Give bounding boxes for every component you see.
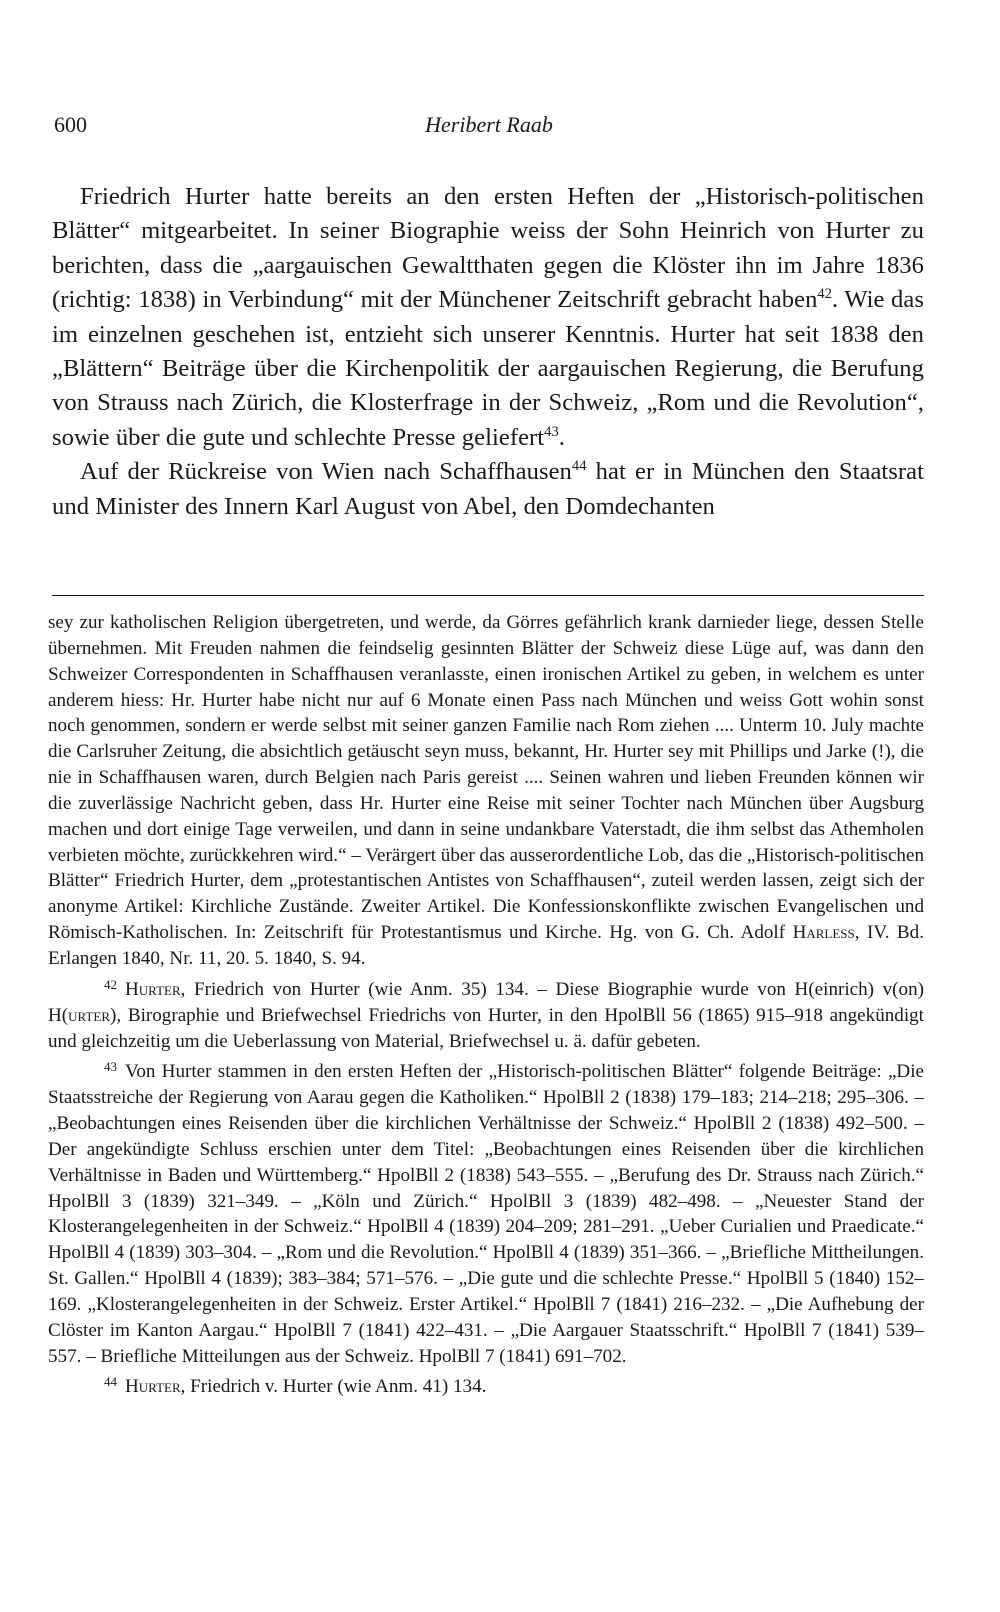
author-harless: Harless bbox=[792, 922, 855, 944]
footnote-42 bbox=[48, 972, 924, 1055]
footnote-44-number: 44 bbox=[104, 1374, 117, 1390]
paragraph-2-text-a: Auf der Rückreise von Wien nach Schaffhausen bbox=[80, 458, 572, 486]
footnote-separator bbox=[52, 595, 924, 596]
footnote-43-number: 43 bbox=[104, 1059, 117, 1075]
footnote-continued-text-b: , IV. Bd. Erlangen 1840, Nr. 11, 20. 5. 1840, S. 94. bbox=[48, 922, 924, 969]
footnote-continued bbox=[48, 610, 924, 972]
footnote-44-text: , Friedrich v. Hurter (wie Anm. 41) 134. bbox=[180, 1376, 487, 1398]
paragraph-1-text-b: . Wie das im einzelnen geschehen ist, entzieht sich unserer Kenntnis. Hurter hat seit 1838 den „Blättern“ Beiträge über die Kirchenpolitik der aargauischen Regierung, die Berufung von Strauss nach Zürich, die Klosterfrage in der Schweiz, „Rom und die Revolution“, sowie über die gute und schlechte Presse geliefert bbox=[52, 286, 924, 451]
paragraph-2-text-b: hat er in München den Staatsrat und Minister des Innern Karl August von Abel, den Domdechanten bbox=[52, 458, 925, 520]
page-header bbox=[54, 112, 924, 144]
main-text bbox=[52, 180, 924, 524]
footnote-ref-43: 43 bbox=[544, 423, 559, 440]
author-hurter: Hurter bbox=[125, 978, 181, 1000]
paragraph-2 bbox=[52, 455, 924, 524]
footnote-42-number: 42 bbox=[104, 976, 117, 992]
footnote-44 bbox=[48, 1369, 924, 1400]
footnote-42-text-b: ), Birographie und Briefwechsel Friedrichs von Hurter, in den HpolBll 56 (1865) 915–918 angekündigt und gleichzeitig um die Ueberlassung von Material, Briefwechsel u. ä. dafür gebeten. bbox=[48, 1004, 924, 1052]
paragraph-1-text-c: . bbox=[558, 423, 565, 451]
footnote-ref-44: 44 bbox=[571, 458, 587, 475]
footnote-continued-text-a: sey zur katholischen Religion übergetreten, und werde, da Görres gefährlich krank darnieder liege, dessen Stelle übernehmen. Mit Freuden nahmen die feindselig gesinnten Blätter der Schweiz diese Lüge auf, was dann den Schweizer Correspondenten in Schaffhausen veranlasste, einen ironischen Artikel zu geben, in welchem es unter anderem hiess: Hr. Hurter habe nicht nur auf 6 Monate einen Pass nach München und weiss Gott wohin sonst noch genommen, sondern er werde selbst mit seiner ganzen Familie nach Rom ziehen .... Unterm 10. July machte die Carlsruher Zeitung, die absichtlich getäuscht seyn muss, bekannt, Hr. Hurter sey mit Phillips und Jarke (!), die nie in Schaffhausen waren, durch Belgien nach Paris gereist .... Seinen wahren und lieben Freunden können wir die zuverlässige Nachricht geben, dass Hr. Hurter eine Reise mit seiner Tochter nach München über Augsburg machen und dort einige Tage verweilen, und dann in seine undankbare Vaterstadt, die ihm selbst das Athemholen verbieten möchte, zurückkehren wird.“ – Verärgert über das ausserordentliche Lob, das die „Historisch-politischen Blätter“ Friedrich Hurter, dem „protestantischen Antistes von Schaffhausen“, zuteil werden lassen, zeigt sich der anonyme Artikel: Kirchliche Zustände. Zweiter Artikel. Die Konfessionskonflikte zwischen Evangelischen und Römisch-Katholischen. In: Zeitschrift für Protestantismus und Kirche. Hg. von G. Ch. Adolf bbox=[48, 612, 924, 944]
author-hurter: Hurter bbox=[125, 1376, 181, 1398]
paragraph-1-text-a: Friedrich Hurter hatte bereits an den ersten Heften der „Historisch-politischen Blätter“ mitgearbeitet. In seiner Biographie weiss der Sohn Heinrich von Hurter zu berichten, dass die „aargauischen Gewaltthaten gegen die Klöster ihn im Jahre 1836 (richtig: 1838) in Verbindung“ mit der Münchener Zeitschrift gebracht haben bbox=[52, 183, 924, 314]
footnote-ref-42: 42 bbox=[817, 286, 833, 303]
footnotes bbox=[48, 610, 924, 1400]
page-number: 600 bbox=[54, 112, 87, 137]
author-urter: urter bbox=[68, 1004, 110, 1026]
paragraph-1 bbox=[52, 180, 924, 455]
footnote-43-text: Von Hurter stammen in den ersten Heften der „Historisch-politischen Blätter“ folgende Beiträge: „Die Staatsstreiche der Regierung von Aarau gegen die Katholiken.“ HpolBll 2 (1838) 179–183; 214–218; 295–306. – „Beobachtungen eines Reisenden über die kirchlichen Verhältnisse der Schweiz.“ HpolBll 2 (1838) 492–500. – Der angekündigte Schluss erschien unter dem Titel: „Beobachtungen eines Reisenden über die kirchlichen Verhältnisse in Baden und Württemberg.“ HpolBll 2 (1838) 543–555. – „Berufung des Dr. Strauss nach Zürich.“ HpolBll 3 (1839) 321–349. – „Köln und Zürich.“ HpolBll 3 (1839) 482–498. – „Neuester Stand der Klosterangelegenheiten in der Schweiz.“ HpolBll 4 (1839) 204–209; 281–291. „Ueber Curialien und Praedicate.“ HpolBll 4 (1839) 303–304. – „Rom und die Revolution.“ HpolBll 4 (1839) 351–366. – „Briefliche Mittheilungen. St. Gallen.“ HpolBll 4 (1839); 383–384; 571–576. – „Die gute und die schlechte Presse.“ HpolBll 5 (1840) 152–169. „Klosterangelegenheiten in der Schweiz. Erster Artikel.“ HpolBll 7 (1841) 216–232. – „Die Aufhebung der Clöster im Kanton Aargau.“ HpolBll 7 (1841) 422–431. – „Die Aargauer Staatsschrift.“ HpolBll 7 (1841) 539–557. – Briefliche Mitteilungen aus der Schweiz. HpolBll 7 (1841) 691–702. bbox=[48, 1061, 924, 1367]
footnote-43 bbox=[48, 1054, 924, 1369]
running-head: Heribert Raab bbox=[425, 112, 553, 137]
footnote-42-text-a: , Friedrich von Hurter (wie Anm. 35) 134. – Diese Biographie wurde von H(einrich) v(on) H( bbox=[48, 978, 924, 1026]
